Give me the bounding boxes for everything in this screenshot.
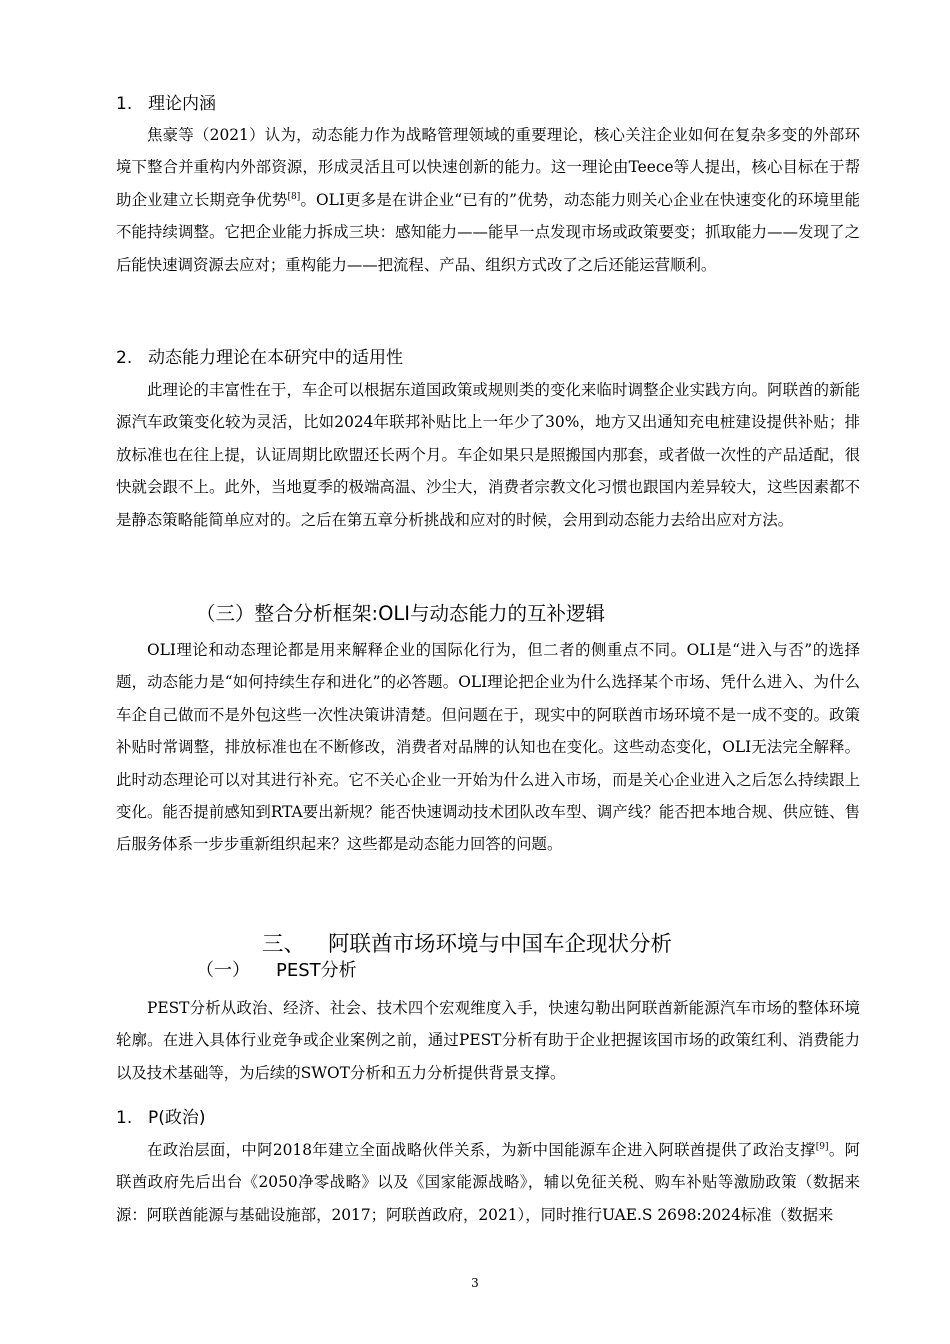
section-heading-applicability — [116, 346, 403, 370]
paragraph-theory-connotation — [116, 119, 860, 281]
chapter-heading — [262, 930, 672, 960]
chapter-title: 阿联酋市场环境与中国车企现状分析 — [328, 932, 673, 957]
paragraph-text: 焦豪等（2021）认为，动态能力作为战略管理领域的重要理论，核心关注企业如何在复杂多变的外部环境下整合并重构内外部资源，形成灵活且可以快速创新的能力。这一理论由Teece等人提出，核心目标在于帮助企业建立长期竞争优势 — [116, 126, 860, 209]
paragraph-applicability: 此理论的丰富性在于，车企可以根据东道国政策或规则类的变化来临时调整企业实践方向。阿联酋的新能源汽车政策变化较为灵活，比如2024年联邦补贴比上一年少了30%，地方又出通知充电桩建设提供补贴；排放标准也在往上提，认证周期比欧盟还长两个月。车企如果只是照搬国内那套，或者做一次性的产品适配，很快就会跟不上。此外，当地夏季的极端高温、沙尘大，消费者宗教文化习惯也跟国内差异较大，这些因素都不是静态策略能简单应对的。之后在第五章分析挑战和应对的时候，会用到动态能力去给出应对方法。 — [116, 381, 860, 529]
section-number: 1. — [116, 1108, 133, 1128]
citation-ref: [8] — [287, 191, 301, 202]
chapter-number: 三、 — [262, 932, 306, 957]
paragraph-text: 在政治层面，中阿2018年建立全面战略伙伴关系，为新中国能源车企进入阿联酋提供了政治支撑 — [147, 1141, 816, 1159]
section-heading-politics — [116, 1106, 206, 1130]
paragraph-text: 。阿联酋政府先后出台《2050净零战略》以及《国家能源战略》，辅以免征关税、购车补贴等激励政策（数据来源：阿联酋能源与基础设施部，2017；阿联酋政府，2021），同时推行UAE.S 2698:2024标准（数据来 — [116, 1141, 860, 1224]
section-number: 2. — [116, 348, 133, 368]
paragraph-pest-intro: PEST分析从政治、经济、社会、技术四个宏观维度入手，快速勾勒出阿联酋新能源汽车市场的整体环境轮廓。在进入具体行业竞争或企业案例之前，通过PEST分析有助于企业把握该国市场的政策红利、消费能力以及技术基础等，为后续的SWOT分析和五力分析提供背景支撑。 — [116, 999, 860, 1082]
paragraph-framework: OLI理论和动态理论都是用来解释企业的国际化行为，但二者的侧重点不同。OLI是“进入与否”的选择题，动态能力是“如何持续生存和进化”的必答题。OLI理论把企业为什么选择某个市场、凭什么进入、为什么车企自己做而不是外包这些一次性决策讲清楚。但问题在于，现实中的阿联酋市场环境不是一成不变的。政策补贴时常调整，排放标准也在不断修改，消费者对品牌的认知也在变化。这些动态变化，OLI无法完全解释。此时动态理论可以对其进行补充。它不关心企业一开始为什么进入市场，而是关心企业进入之后怎么持续跟上变化。能否提前感知到RTA要出新规？能否快速调动技术团队改车型、调产线？能否把本地合规、供应链、售后服务体系一步步重新组织起来？这些都是动态能力回答的问题。 — [116, 641, 860, 854]
subsection-title: PEST分析 — [276, 960, 357, 981]
citation-ref: [9] — [815, 1141, 829, 1152]
page-number: 3 — [471, 1276, 479, 1290]
paragraph-text: 。OLI更多是在讲企业“已有的”优势，动态能力则关心企业在快速变化的环境里能不能持续调整。它把企业能力拆成三块：感知能力——能早一点发现市场或政策要变；抓取能力——发现了之后能快速调资源去应对；重构能力——把流程、产品、组织方式改了之后还能运营顺利。 — [116, 190, 860, 274]
subsection-heading-framework: （三）整合分析框架:OLI与动态能力的互补逻辑 — [196, 602, 606, 625]
section-title: 理论内涵 — [148, 94, 216, 114]
section-number: 1. — [116, 94, 133, 114]
paragraph-politics — [116, 1134, 860, 1231]
section-title: P(政治) — [148, 1108, 206, 1128]
section-title: 动态能力理论在本研究中的适用性 — [148, 348, 403, 368]
subsection-heading-pest — [196, 958, 357, 984]
section-heading-theory — [116, 92, 216, 116]
subsection-number: （一） — [196, 960, 250, 981]
